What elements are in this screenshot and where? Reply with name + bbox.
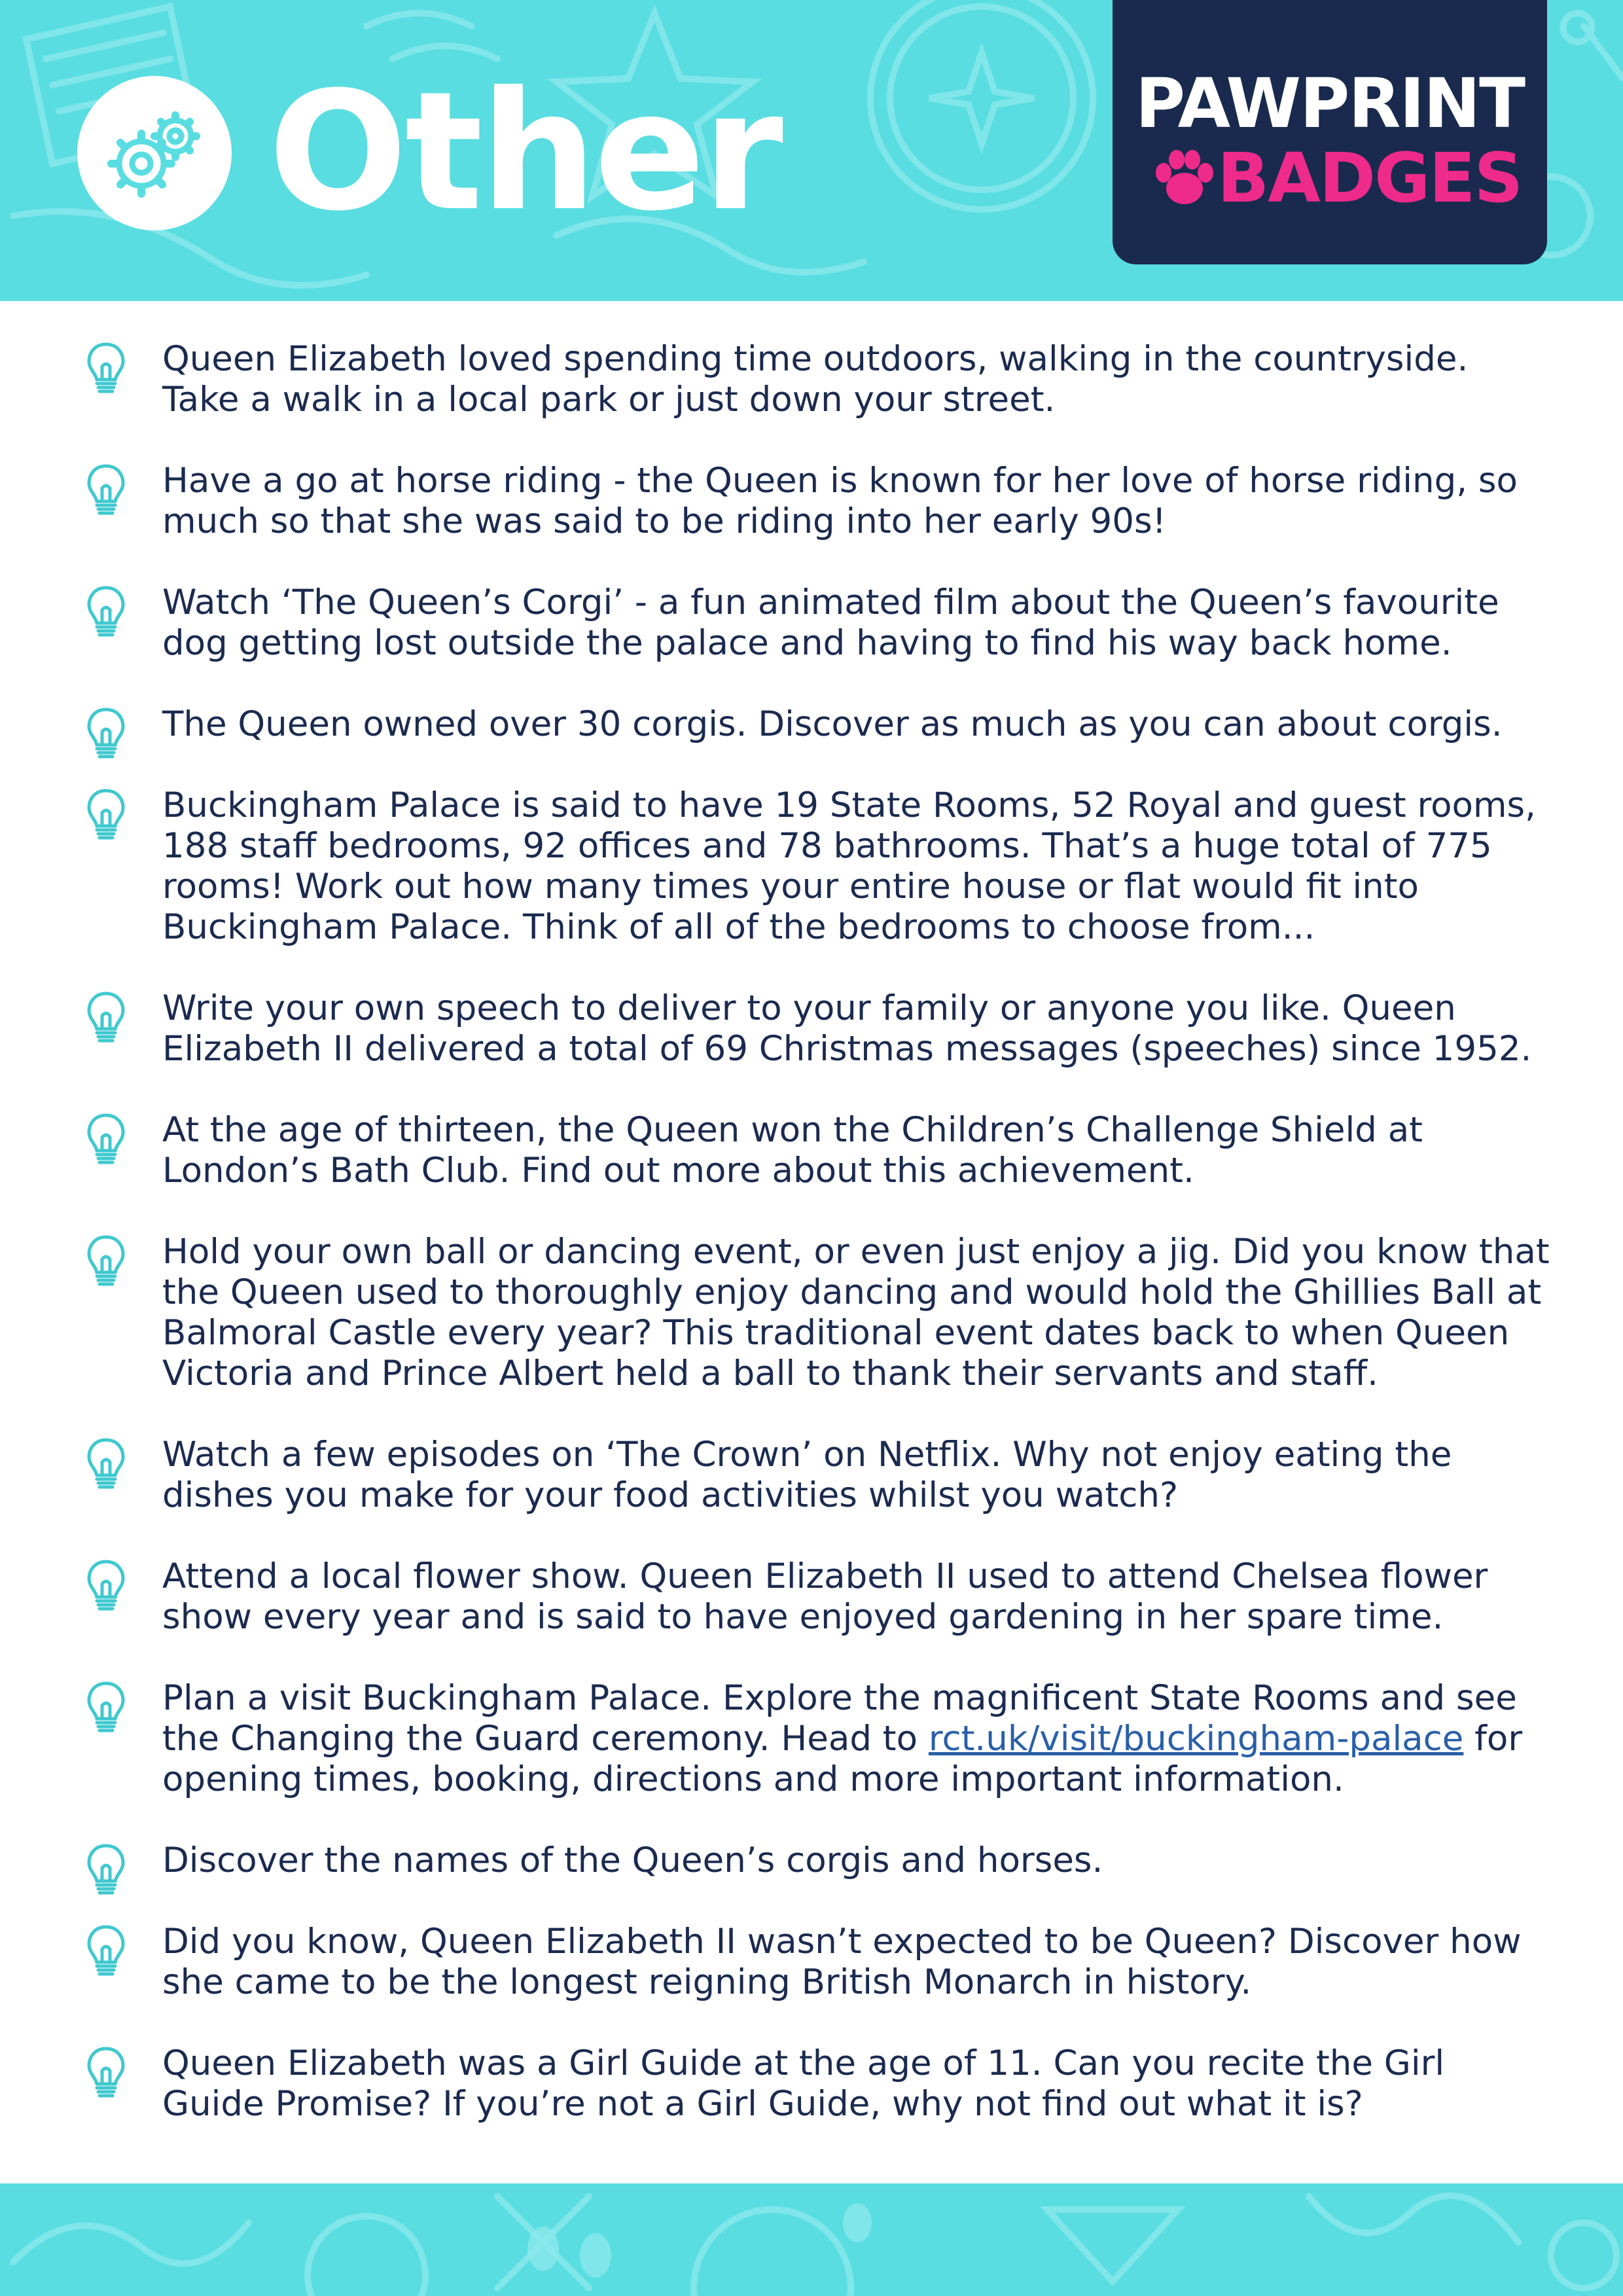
lightbulb-icon [85, 342, 127, 397]
item-text: Watch ‘The Queen’s Corgi’ - a fun animated film about the Queen’s favourite dog getting lost outside the palace and having to find his way back home. [162, 583, 1499, 663]
item-text: Have a go at horse riding - the Queen is known for her love of horse riding, so much so that she was said to be riding into her early 90s! [162, 461, 1518, 541]
list-item [85, 2043, 1551, 2125]
lightbulb-icon [85, 1843, 127, 1898]
lightbulb-icon [85, 463, 127, 518]
pawprint-badges-logo [1113, 0, 1547, 264]
item-text-after-link: for opening times, booking, directions and more important information. [162, 1719, 1523, 1799]
activity-list [85, 339, 1551, 2165]
list-item [85, 583, 1551, 664]
item-text: Discover the names of the Queen’s corgis and horses. [162, 1840, 1103, 1880]
list-item [85, 461, 1551, 542]
lightbulb-icon [85, 1113, 127, 1168]
item-text [162, 1678, 1551, 1800]
list-item [85, 785, 1551, 948]
list-item [85, 1110, 1551, 1191]
item-text: Attend a local flower show. Queen Elizabeth II used to attend Chelsea flower show every year and is said to have enjoyed gardening in her spare time. [162, 1556, 1488, 1637]
logo-wordmark-top: PAWPRINT [1135, 63, 1525, 143]
list-item [85, 339, 1551, 420]
item-text: Write your own speech to deliver to your family or anyone you like. Queen Elizabeth II delivered a total of 69 Christmas messages (speeches) since 1952. [162, 988, 1532, 1069]
lightbulb-icon [85, 1924, 127, 1979]
item-text: Hold your own ball or dancing event, or even just enjoy a jig. Did you know that the Queen used to thoroughly enjoy dancing and would hold the Ghillies Ball at Balmoral Castle every year? This traditional event dates back to when Queen Victoria and Prince Albert held a ball to thank their servants and staff. [162, 1232, 1550, 1393]
lightbulb-icon [85, 585, 127, 640]
lightbulb-icon [85, 991, 127, 1046]
doodle-background [0, 2183, 1623, 2296]
lightbulb-icon [85, 1681, 127, 1736]
list-item [85, 704, 1551, 745]
page-title: Other [268, 56, 781, 247]
logo-wordmark-bottom: BADGES [1217, 138, 1522, 218]
list-item [85, 1840, 1551, 1881]
list-item [85, 988, 1551, 1069]
item-text: At the age of thirteen, the Queen won the Children’s Challenge Shield at London’s Bath Club. Find out more about this achievement. [162, 1110, 1423, 1191]
lightbulb-icon [85, 2046, 127, 2101]
lightbulb-icon [85, 1437, 127, 1492]
item-text: Queen Elizabeth was a Girl Guide at the age of 11. Can you recite the Girl Guide Promise? If you’re not a Girl Guide, why not find out what it is? [162, 2043, 1445, 2124]
item-text: Buckingham Palace is said to have 19 State Rooms, 52 Royal and guest rooms, 188 staff bedrooms, 92 offices and 78 bathrooms. That’s a huge total of 775 rooms! Work out how many times your entire house or flat would fit into Buckingham Palace. Think of all of the bedrooms to choose from... [162, 785, 1537, 947]
list-item [85, 1232, 1551, 1394]
header-banner [0, 0, 1623, 301]
footer-banner [0, 2183, 1623, 2296]
list-item [85, 1678, 1551, 1800]
item-text: Did you know, Queen Elizabeth II wasn’t expected to be Queen? Discover how she came to be the longest reigning British Monarch in history. [162, 1922, 1522, 2002]
gears-icon [77, 76, 232, 230]
lightbulb-icon [85, 707, 127, 762]
buckingham-palace-link[interactable]: rct.uk/visit/buckingham-palace [928, 1719, 1464, 1759]
lightbulb-icon [85, 1559, 127, 1614]
lightbulb-icon [85, 788, 127, 843]
list-item [85, 1922, 1551, 2003]
item-text: Queen Elizabeth loved spending time outdoors, walking in the countryside. Take a walk in a local park or just down your street. [162, 339, 1469, 420]
item-text-before-link: Plan a visit Buckingham Palace. Explore the magnificent State Rooms and see the Changing the Guard ceremony. Head to [162, 1678, 1517, 1759]
item-text: Watch a few episodes on ‘The Crown’ on Netflix. Why not enjoy eating the dishes you make for your food activities whilst you watch? [162, 1435, 1452, 1515]
item-text: The Queen owned over 30 corgis. Discover as much as you can about corgis. [162, 704, 1503, 744]
list-item [85, 1556, 1551, 1638]
paw-icon [1152, 148, 1217, 208]
list-item [85, 1435, 1551, 1516]
lightbulb-icon [85, 1234, 127, 1289]
